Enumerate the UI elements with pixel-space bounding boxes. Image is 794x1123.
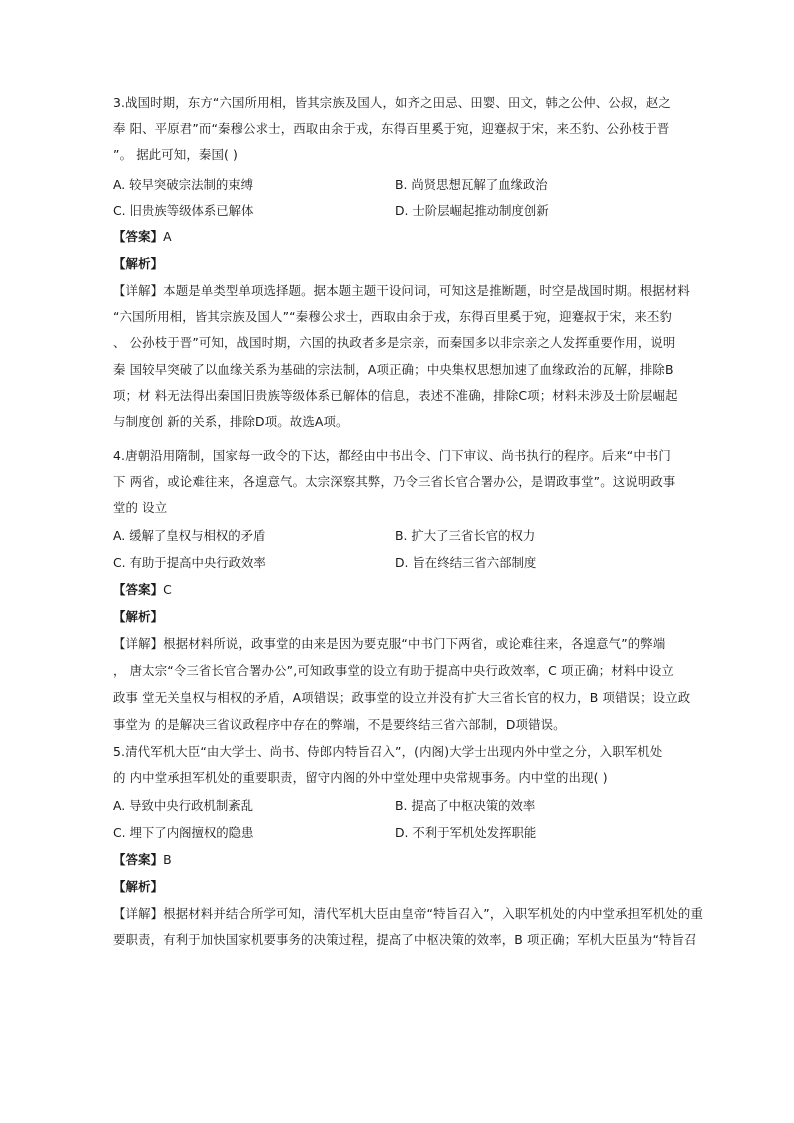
q3-stem-line: ”。 据此可知，秦国( ) <box>113 147 239 162</box>
q4-detail-line: 【详解】根据材料所说，政事堂的由来是因为要克服“中书门下两省，或论难往来，各遑意气”的弊端 <box>113 636 666 651</box>
q3-detail-line: “六国所用相，皆其宗族及国人”“秦穆公求士，西取由余于戎，东得百里奚于宛，迎蹇叔于宋，来丕豹 <box>113 309 672 324</box>
answer-value: B <box>163 852 172 867</box>
q5-analysis-label: 【解析】 <box>113 879 164 894</box>
q3-option-c: C. 旧贵族等级体系已解体 <box>113 203 254 218</box>
q5-option-b: B. 提高了中枢决策的效率 <box>395 798 536 813</box>
q3-answer <box>113 229 172 245</box>
q3-detail-line: 与制度创 新的关系，排除D项。故选A项。 <box>113 414 349 429</box>
answer-value: A <box>163 229 172 244</box>
q4-detail-line: 政事 堂无关皇权与相权的矛盾，A项错误；政事堂的设立并没有扩大三省长官的权力，B 项错误；设立政 <box>113 690 691 705</box>
q3-option-d: D. 士阶层崛起推动制度创新 <box>395 203 549 218</box>
q3-stem-line: 奉 阳、平原君”而“秦穆公求士，西取由余于戎，东得百里奚于宛，迎蹇叔于宋，来丕豹、公孙枝于晋 <box>113 121 670 136</box>
answer-label: 【答案】 <box>113 229 164 244</box>
q5-stem-line: 5.清代军机大臣“由大学士、尚书、侍郎内特旨召入”，(内阁)大学士出现内外中堂之分，入职军机处 <box>113 744 663 759</box>
q3-detail-line: 项；材 料无法得出秦国旧贵族等级体系已解体的信息，表述不准确，排除C项；材料未涉及士阶层崛起 <box>113 388 678 403</box>
q3-detail-line: 秦 国较早突破了以血缘关系为基础的宗法制，A项正确；中央集权思想加速了血缘政治的瓦解，排除B <box>113 362 674 377</box>
q3-option-b: B. 尚贤思想瓦解了血缘政治 <box>395 177 548 192</box>
q4-option-c: C. 有助于提高中央行政效率 <box>113 555 266 570</box>
q3-detail-line: 、 公孙枝于晋”可知，战国时期，六国的执政者多是宗亲，而秦国多以非宗亲之人发挥重要作用，说明 <box>113 335 676 350</box>
answer-label: 【答案】 <box>113 852 164 867</box>
q5-option-d: D. 不利于军机处发挥职能 <box>395 825 537 840</box>
q4-stem-line: 下 两省，或论难往来，各遑意气。太宗深察其弊，乃令三省长官合署办公，是谓政事堂”。这说明政事 <box>113 474 676 489</box>
q4-detail-line: 事堂为 的是解决三省议政程序中存在的弊端，不是要终结三省六部制，D项错误。 <box>113 717 566 732</box>
q4-stem-line: 4.唐朝沿用隋制，国家每一政令的下达，都经由中书出令、门下审议、尚书执行的程序。后来“中书门 <box>113 448 671 463</box>
q4-stem-line: 堂的 设立 <box>113 500 168 515</box>
q3-option-a: A. 较早突破宗法制的束缚 <box>113 177 254 192</box>
answer-value: C <box>163 582 172 597</box>
q4-option-d: D. 旨在终结三省六部制度 <box>395 555 537 570</box>
q5-stem-line: 的 内中堂承担军机处的重要职责，留守内阁的外中堂处理中央常规事务。内中堂的出现( ) <box>113 770 608 785</box>
q4-option-a: A. 缓解了皇权与相权的矛盾 <box>113 528 266 543</box>
answer-label: 【答案】 <box>113 582 164 597</box>
q5-detail-line: 要职责，有利于加快国家机要事务的决策过程，提高了中枢决策的效率，B 项正确；军机大臣虽为“特旨召 <box>113 932 697 947</box>
q5-detail-line: 【详解】根据材料并结合所学可知，清代军机大臣由皇帝“特旨召入”，入职军机处的内中堂承担军机处的重 <box>113 906 704 921</box>
q4-detail-line: ， 唐太宗“令三省长官合署办公”,可知政事堂的设立有助于提高中央行政效率，C 项正确；材料中设立 <box>113 663 674 678</box>
q3-stem-line: 3.战国时期，东方“六国所用相，皆其宗族及国人，如齐之田忌、田婴、田文，韩之公仲、公叔，赵之 <box>113 95 671 110</box>
q4-answer <box>113 582 172 598</box>
q4-analysis-label: 【解析】 <box>113 609 164 624</box>
q5-option-a: A. 导致中央行政机制紊乱 <box>113 798 254 813</box>
q5-answer <box>113 852 172 868</box>
q4-option-b: B. 扩大了三省长官的权力 <box>395 528 536 543</box>
q3-analysis-label: 【解析】 <box>113 256 164 271</box>
q3-detail-line: 【详解】本题是单类型单项选择题。据本题主题干设问词，可知这是推断题，时空是战国时期。根据材料 <box>113 283 690 298</box>
q5-option-c: C. 埋下了内阁擅权的隐患 <box>113 825 254 840</box>
